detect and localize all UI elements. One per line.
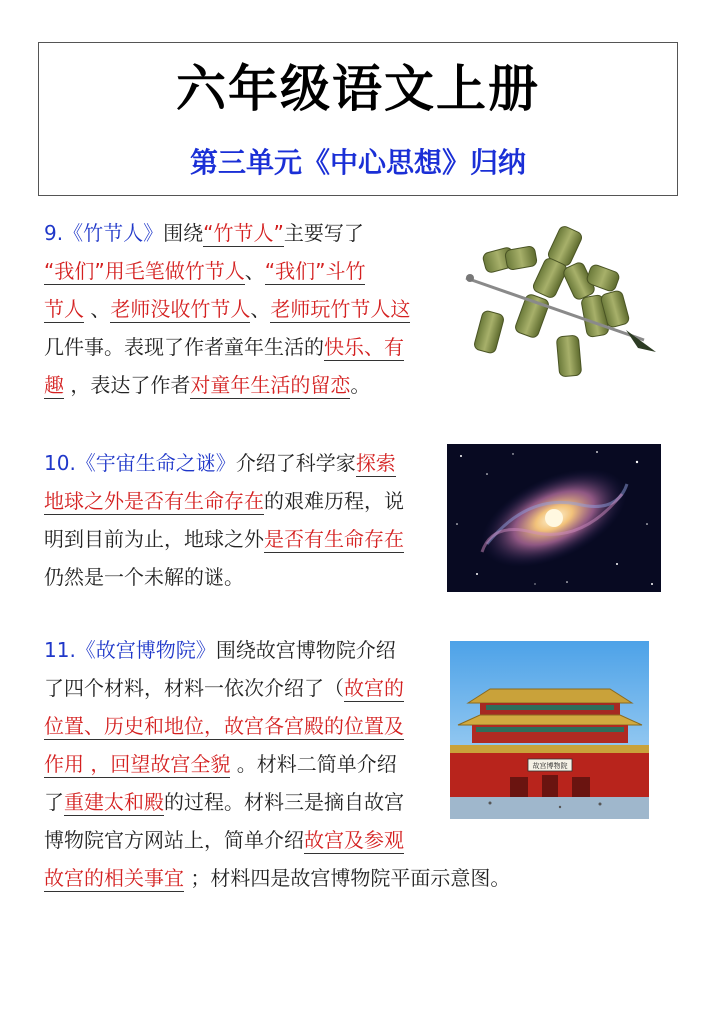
lesson-title-9: 9.《竹节人》 bbox=[44, 221, 164, 245]
lesson-title-10: 10.《宇宙生命之谜》 bbox=[44, 451, 236, 475]
section-9 bbox=[44, 214, 410, 404]
bamboo-figure-image bbox=[458, 220, 658, 390]
section-10-line-3 bbox=[44, 520, 404, 558]
text-segment: 。材料二简单介绍 bbox=[230, 752, 397, 776]
section-11 bbox=[44, 631, 510, 897]
text-segment: 明到目前为止，地球之外 bbox=[44, 527, 264, 551]
section-9-line-3 bbox=[44, 290, 410, 328]
answer-highlight: 对童年生活的留恋 bbox=[190, 373, 351, 397]
bamboo-figure-icon bbox=[458, 220, 658, 390]
text-segment: 围绕故宫博物院介绍 bbox=[215, 638, 396, 662]
section-10-line-2 bbox=[44, 482, 404, 520]
answer-highlight: 快乐、有 bbox=[324, 335, 404, 359]
section-11-line-7 bbox=[44, 859, 510, 897]
palace-image bbox=[450, 641, 649, 819]
text-segment: ；材料四是故宫博物院平面示意图。 bbox=[184, 866, 511, 890]
section-9-line-4 bbox=[44, 328, 410, 366]
text-segment: 几件事。表现了作者童年生活的 bbox=[44, 335, 324, 359]
answer-highlight: 老师玩竹节人这 bbox=[270, 297, 411, 321]
answer-highlight: 故宫的相关事宜 bbox=[44, 866, 184, 890]
text-segment: 、 bbox=[244, 259, 265, 283]
answer-highlight: 故宫及参观 bbox=[304, 828, 404, 852]
section-11-line-4 bbox=[44, 745, 510, 783]
galaxy-image bbox=[447, 444, 661, 592]
answer-highlight: 重建太和殿 bbox=[64, 790, 164, 814]
answer-highlight: 位置、历史和地位，故宫各宫殿的位置及 bbox=[44, 714, 404, 738]
text-segment: 的过程。材料三是摘自故宫 bbox=[164, 790, 404, 814]
answer-highlight: 地球之外是否有生命存在 bbox=[44, 489, 264, 513]
section-10 bbox=[44, 444, 404, 596]
palace-icon bbox=[450, 641, 649, 819]
page-subtitle: 第三单元《中心思想》归纳 bbox=[189, 146, 526, 179]
answer-highlight: 老师没收竹节人 bbox=[110, 297, 251, 321]
section-11-line-6 bbox=[44, 821, 510, 859]
section-11-line-2 bbox=[44, 669, 510, 707]
section-9-line-5 bbox=[44, 366, 410, 404]
text-segment: 的艰难历程，说 bbox=[264, 489, 404, 513]
answer-highlight: “我们”用毛笔做竹节人 bbox=[44, 259, 245, 283]
text-segment: 博物院官方网站上，简单介绍 bbox=[44, 828, 304, 852]
text-segment: 围绕 bbox=[163, 221, 204, 245]
section-9-line-1 bbox=[44, 214, 410, 252]
text-segment: 仍然是一个未解的谜。 bbox=[44, 565, 244, 589]
lesson-title-11: 11.《故宫博物院》 bbox=[44, 638, 216, 662]
text-segment: 、 bbox=[84, 297, 111, 321]
section-10-line-4 bbox=[44, 558, 404, 596]
text-segment: 。 bbox=[350, 373, 371, 397]
section-11-line-1 bbox=[44, 631, 510, 669]
text-segment: 了 bbox=[44, 790, 64, 814]
section-9-line-2 bbox=[44, 252, 410, 290]
text-segment: 了四个材料，材料一依次介绍了（ bbox=[44, 676, 344, 700]
answer-highlight: 探索 bbox=[355, 451, 396, 475]
answer-highlight: “我们”斗竹 bbox=[264, 259, 366, 283]
section-10-line-1 bbox=[44, 444, 404, 482]
text-segment: 、 bbox=[250, 297, 271, 321]
text-segment: 介绍了科学家 bbox=[235, 451, 356, 475]
answer-highlight: 节人 bbox=[44, 297, 84, 321]
section-11-line-3 bbox=[44, 707, 510, 745]
page-title: 六年级语文上册 bbox=[176, 60, 540, 118]
galaxy-icon bbox=[447, 444, 661, 592]
answer-highlight: “竹节人” bbox=[203, 221, 284, 245]
header-box bbox=[38, 42, 678, 196]
answer-highlight: 趣 bbox=[44, 373, 64, 397]
palace-plaque: 故宫博物院 bbox=[532, 762, 568, 770]
text-segment: 主要写了 bbox=[283, 221, 364, 245]
answer-highlight: 作用 ，回望故宫全貌 bbox=[44, 752, 231, 776]
text-segment: ，表达了作者 bbox=[64, 373, 191, 397]
answer-highlight: 是否有生命存在 bbox=[264, 527, 404, 551]
answer-highlight: 故宫的 bbox=[344, 676, 404, 700]
section-11-line-5 bbox=[44, 783, 510, 821]
